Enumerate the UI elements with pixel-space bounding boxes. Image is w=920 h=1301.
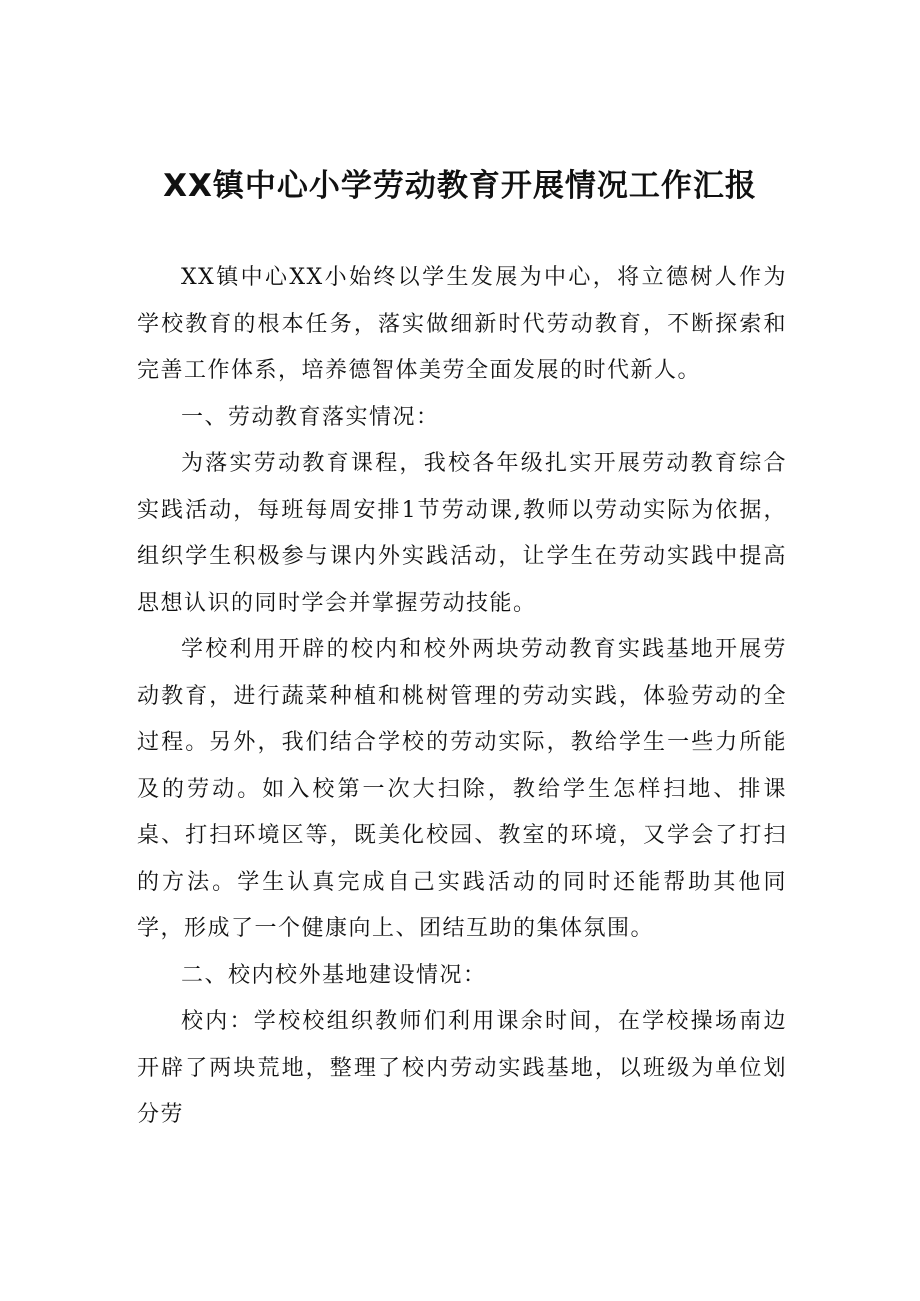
- section-heading-2: 二、校内校外基地建设情况：: [181, 962, 487, 988]
- paragraph: 校内：学校校组织教师们利用课余时间，在学校操场南边开辟了两块荒地，整理了校内劳动实践基地，以班级为单位划分劳: [137, 1009, 787, 1127]
- paragraph: 学校利用开辟的校内和校外两块劳动教育实践基地开展劳动教育，进行蔬菜种植和桃树管理的劳动实践，体验劳动的全过程。另外，我们结合学校的劳动实际，教给学生一些力所能及的劳动。如入校第一次大扫除，教给学生怎样扫地、排课桌、打扫环境区等，既美化校园、教室的环境，又学会了打扫的方法。学生认真完成自己实践活动的同时还能帮助其他同学，形成了一个健康向上、团结互助的集体氛围。: [137, 637, 787, 941]
- section-heading-1: 一、劳动教育落实情况：: [181, 404, 440, 430]
- intro-paragraph: XX镇中心XX小始终以学生发展为中心，将立德树人作为学校教育的根本任务，落实做细新时代劳动教育，不断探索和完善工作体系，培养德智体美劳全面发展的时代新人。: [137, 265, 787, 383]
- paragraph: 为落实劳动教育课程，我校各年级扎实开展劳动教育综合实践活动，每班每周安排1节劳动课,教师以劳动实际为依据，组织学生积极参与课内外实践活动，让学生在劳动实践中提高思想认识的同时学会并掌握劳动技能。: [137, 451, 787, 616]
- page-title: XX镇中心小学劳动教育开展情况工作汇报: [163, 168, 757, 204]
- document-body: [137, 255, 787, 1139]
